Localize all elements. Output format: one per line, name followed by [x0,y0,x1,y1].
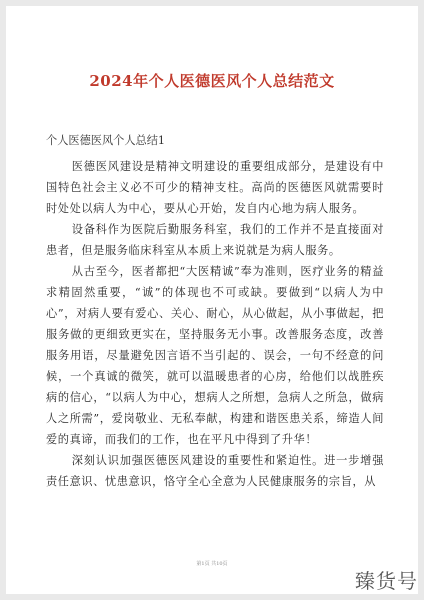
section-heading: 个人医德医风个人总结1 [46,134,165,147]
document-title: 2024年个人医德医风个人总结范文 [89,72,335,90]
paragraph: 深刻认识加强医德医风建设的重要性和紧迫性。进一步增强责任意识、忧患意识，恪守全心全意为人民健康服务的宗旨，从 [46,454,384,488]
paragraph: 设备科作为医院后勤服务科室，我们的工作并不是直接面对患者，但是服务临床科室从本质上来说就是为病人服务。 [46,223,384,257]
paragraph: 从古至今，医者都把“大医精诚”奉为准则，医疗业务的精益求精固然重要，“诚”的体现也不可或缺。要做到“以病人为中心”，对病人要有爱心、关心、耐心，从心做起，从小事做起，把服务做的更细致更实在，坚持服务无小事。改善服务态度，改善服务用语，尽量避免因言语不当引起的、误会，一句不经意的问候，一个真诚的微笑，就可以温暖患者的心房，给他们以战胜疾病的信心，“以病人为中心，想病人之所想，急病人之所急，做病人之所需”，爱岗敬业、无私奉献，构建和谐医患关系，缔造人间爱的真谛，而我们的工作，也在平凡中得到了升华！ [46,265,384,446]
paragraph: 医德医风建设是精神文明建设的重要组成部分，是建设有中国特色社会主义必不可少的精神支柱。高尚的医德医风就需要时时处处以病人为中心，要从心开始，发自内心地为病人服务。 [46,160,384,215]
document-body [46,156,384,492]
document-page [6,6,418,594]
watermark-logo: 臻货号 [355,569,418,593]
page-number: 第1页 共10页 [196,561,228,567]
